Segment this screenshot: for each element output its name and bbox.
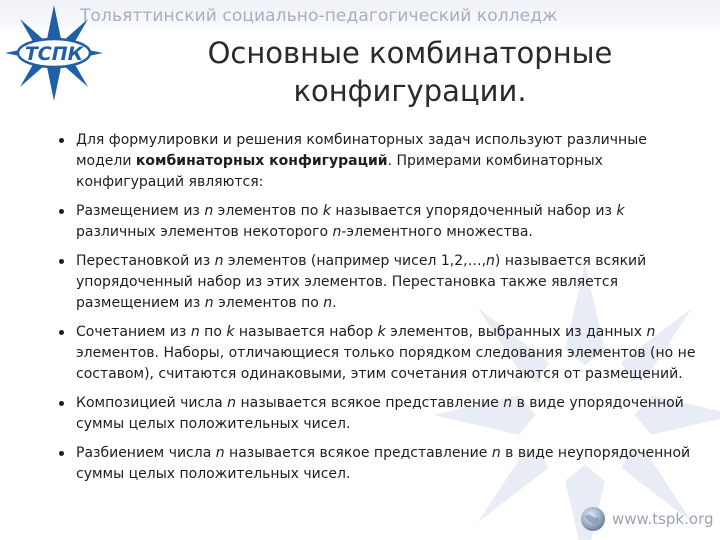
bullet-item (58, 443, 698, 485)
bullet-text: k (616, 203, 625, 219)
bullet-text: в виде неупорядоченной суммы целых положительных чисел. (76, 445, 691, 482)
bullet-dot-icon (59, 138, 64, 143)
bullet-dot-icon (59, 451, 64, 456)
bullet-text: по (199, 324, 227, 340)
bullet-text: n (332, 224, 342, 240)
globe-icon (580, 506, 606, 532)
bullet-dot-icon (59, 209, 64, 214)
bullet-text: . (332, 295, 337, 311)
bullet-text: n (204, 203, 214, 219)
bullet-text: ) называется всякий упорядоченный набор из этих элементов. Перестановка также является размещением из (76, 253, 647, 311)
bullet-text: комбинаторных конфигураций (135, 153, 388, 169)
bullet-text: Для формулировки и решения комбинаторных задач используют различные модели (76, 132, 647, 169)
bullet-text: k (226, 324, 235, 340)
bullet-text: различных элементов некоторого (76, 224, 333, 240)
bullet-item (58, 393, 698, 435)
bullet-text: n (190, 324, 200, 340)
bullet-text: n (486, 253, 495, 269)
bullet-text: k (377, 324, 386, 340)
bullet-text: Размещением из (76, 203, 205, 219)
bullet-text: n (491, 445, 501, 461)
slide-title-line-2: конфигурации. (293, 74, 527, 108)
bullet-text: называется упорядоченный набор из (330, 203, 617, 219)
bullet-text: называется набор (234, 324, 378, 340)
bullet-text: n (323, 295, 333, 311)
bullet-text: элементов, выбранных из данных (385, 324, 647, 340)
bullet-text: n (214, 253, 224, 269)
bullet-text: Композицией числа (76, 395, 228, 411)
bullet-item (58, 322, 698, 385)
bullet-item (58, 201, 698, 243)
bullet-text: Перестановкой из (76, 253, 215, 269)
bullet-text: Разбиением числа (76, 445, 216, 461)
bullet-item (58, 130, 698, 193)
bullet-text: n (503, 395, 513, 411)
bullet-text: в виде упорядоченной суммы целых положительных чисел. (76, 395, 684, 432)
bullet-text: n (227, 395, 237, 411)
bullet-dot-icon (59, 259, 64, 264)
bullet-text: n (215, 445, 225, 461)
bullet-text: элементов по (213, 203, 323, 219)
footer-url: www.tspk.org (612, 510, 714, 528)
bullet-dot-icon (59, 401, 64, 406)
bullet-text: -элементного множества. (341, 224, 533, 240)
bullet-list (58, 130, 698, 493)
bullet-dot-icon (59, 330, 64, 335)
bullet-text: называется всякое представление (236, 395, 504, 411)
college-name: Тольяттинский социально-педагогический колледж (80, 6, 558, 26)
bullet-text: элементов (например чисел 1,2,…, (223, 253, 487, 269)
slide-title-line-1: Основные комбинаторные (207, 36, 613, 70)
bullet-text: n (646, 324, 656, 340)
logo-text: ТСПК (24, 43, 84, 65)
bullet-item (58, 251, 698, 314)
bullet-text: n (204, 295, 214, 311)
slide-title (130, 34, 690, 110)
bullet-text: Сочетанием из (76, 324, 191, 340)
bullet-text: элементов. Наборы, отличающиеся только порядком следования элементов (но не составом), считаются одинаковыми, этим сочетания отличаются от размещений. (76, 345, 696, 382)
bullet-text: элементов по (213, 295, 324, 311)
bullet-text: k (322, 203, 331, 219)
bullet-text: называется всякое представление (224, 445, 492, 461)
bullet-text: . Примерами комбинаторных конфигураций являются: (76, 153, 603, 190)
